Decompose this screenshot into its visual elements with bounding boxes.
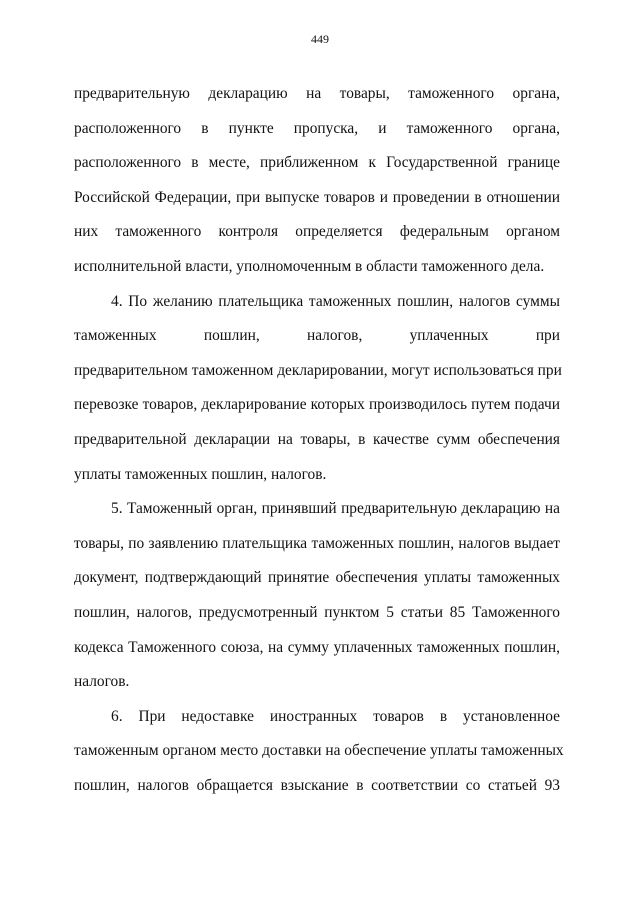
- text-line: пошлин, налогов, предусмотренный пунктом 5 статьи 85 Таможенного: [74, 603, 560, 621]
- paragraph-item-6: [74, 707, 564, 796]
- text-line: товары, по заявлению плательщика таможенных пошлин, налогов выдает: [74, 534, 560, 552]
- text-line: таможенным органом место доставки на обеспечение уплаты таможенных: [74, 742, 564, 760]
- text-line: исполнительной власти, уполномоченным в области таможенного дела.: [74, 257, 545, 275]
- page-number: 449: [311, 32, 329, 46]
- text-line: пошлин, налогов обращается взыскание в соответствии со статьей 93: [74, 776, 560, 794]
- text-line: документ, подтверждающий принятие обеспечения уплаты таможенных: [74, 569, 560, 587]
- text-line: Российской Федерации, при выпуске товаров и проведении в отношении: [74, 188, 560, 206]
- text-line: перевозке товаров, декларирование которых производилось путем подачи: [74, 396, 560, 414]
- text-line: 6. При недоставке иностранных товаров в установленное: [111, 707, 560, 725]
- text-line: налогов.: [74, 673, 130, 691]
- text-line: расположенного в пункте пропуска, и таможенного органа,: [74, 119, 560, 137]
- text-line: уплаты таможенных пошлин, налогов.: [74, 465, 327, 483]
- paragraph-1: [74, 84, 560, 277]
- text-line: кодекса Таможенного союза, на сумму уплаченных таможенных пошлин,: [74, 638, 560, 656]
- text-line: 5. Таможенный орган, принявший предварительную декларацию на: [111, 500, 560, 518]
- paragraph-item-4: [74, 292, 560, 485]
- text-line: предварительной декларации на товары, в качестве сумм обеспечения: [74, 430, 560, 448]
- text-line: предварительном таможенном декларировании, могут использоваться при: [74, 361, 562, 379]
- text-line: расположенного в месте, приближенном к Государственной границе: [74, 154, 560, 172]
- text-line: них таможенного контроля определяется федеральным органом: [74, 223, 560, 241]
- paragraph-item-5: [74, 499, 560, 692]
- document-body: [74, 84, 564, 810]
- text-line: таможенных пошлин, налогов, уплаченных при: [74, 327, 560, 345]
- text-line: 4. По желанию плательщика таможенных пошлин, налогов суммы: [111, 292, 560, 310]
- text-line: предварительную декларацию на товары, таможенного органа,: [74, 85, 560, 102]
